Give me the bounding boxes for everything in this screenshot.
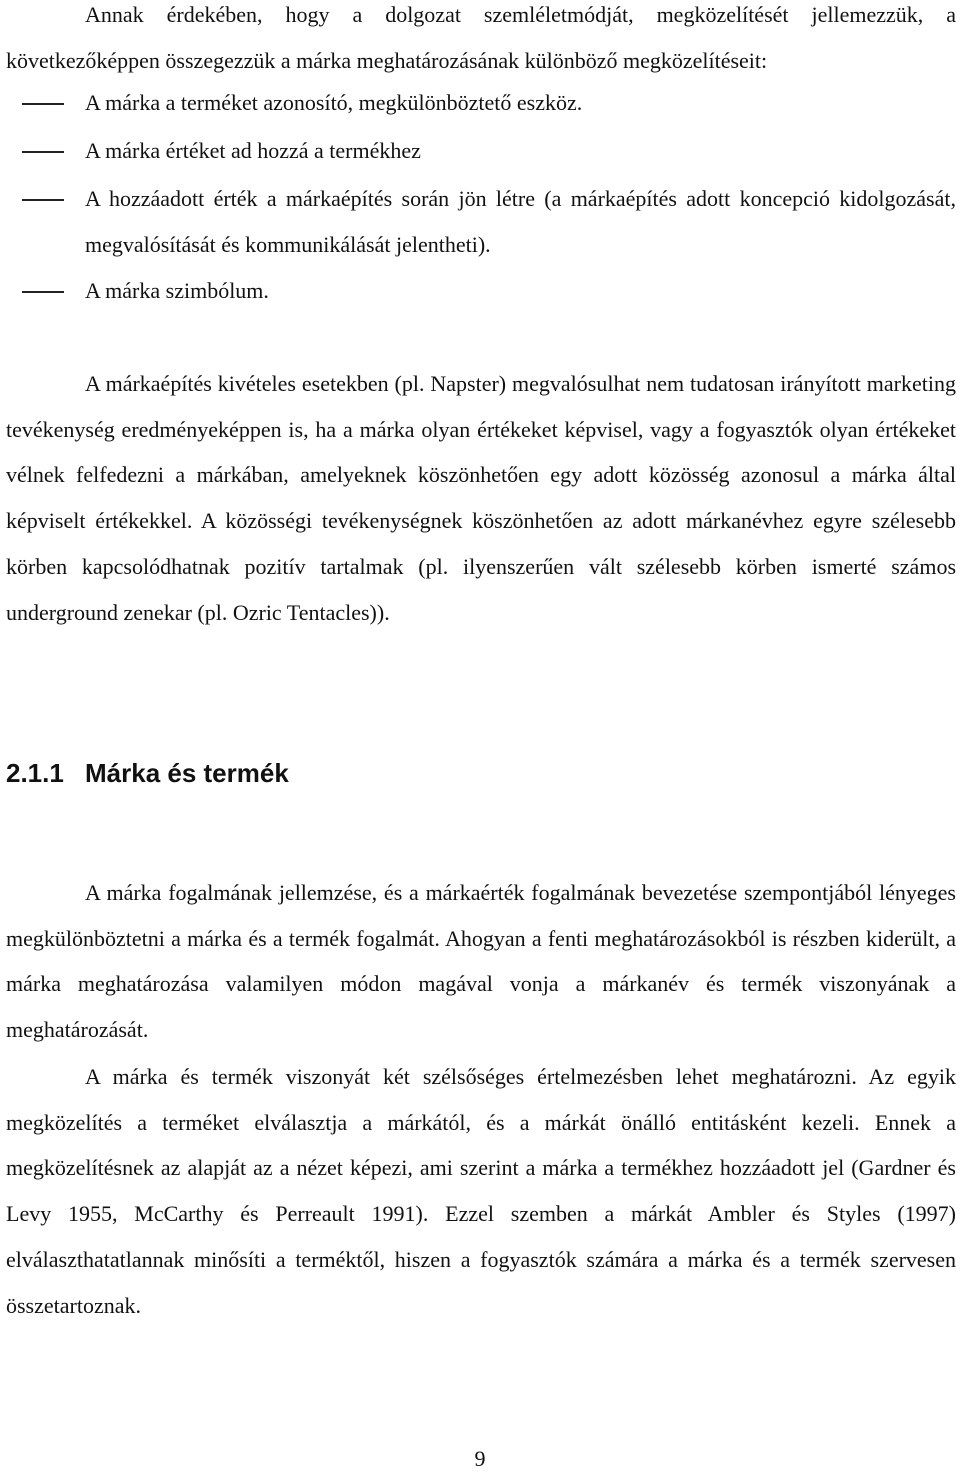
body-paragraph: A márka fogalmának jellemzése, és a márkaérték fogalmának bevezetése szempontjából lényeges megkülönböztetni a márka és a termék fogalmát. Ahogyan a fenti meghatározásokból is részben kiderült, a márka meghatározása valamilyen módon magával vonja a márkanév és termék viszonyának a meghatározását. <box>6 880 956 1043</box>
bullet-text: A márka értéket ad hozzá a termékhez <box>85 138 421 163</box>
dash-icon <box>22 103 64 105</box>
bullet-item <box>6 128 956 174</box>
section-heading <box>6 758 289 789</box>
dash-icon <box>22 291 64 293</box>
body-paragraph: A márkaépítés kivételes esetekben (pl. Napster) megvalósulhat nem tudatosan irányított marketing tevékenység eredményeképpen is, ha a márka olyan értékeket képvisel, vagy a fogyasztók olyan értékeket vélnek felfedezni a márkában, amelyeknek köszönhetően egy adott közösség azonosul a márka által képviselt értékekkel. A közösségi tevékenységnek köszönhetően az adott márkanévhez egyre szélesebb körben kapcsolódhatnak pozitív tartalmak (pl. ilyenszerűen vált szélesebb körben ismerté számos underground zenekar (pl. Ozric Tentacles)). <box>6 371 956 625</box>
section-number: 2.1.1 <box>6 758 64 788</box>
dash-icon <box>22 151 64 153</box>
section-title: Márka és termék <box>85 758 289 788</box>
bullet-item <box>6 268 956 314</box>
body-paragraph: A márka és termék viszonyát két szélsőséges értelmezésben lehet meghatározni. Az egyik megközelítés a terméket elválasztja a márkától, és a márkát önálló entitásként kezeli. Ennek a megközelítésnek az alapját az a nézet képezi, ami szerint a márka a termékhez hozzáadott jel (Gardner és Levy 1955, McCarthy és Perreault 1991). Ezzel szemben a márkát Ambler és Styles (1997) elválaszthatatlannak minősíti a terméktől, hiszen a fogyasztók számára a márka és a termék szervesen összetartoznak. <box>6 1064 956 1318</box>
bullet-item <box>6 176 956 267</box>
bullet-text: A márka a terméket azonosító, megkülönböztető eszköz. <box>85 90 583 115</box>
dash-icon <box>22 199 64 201</box>
bullet-text: A márka szimbólum. <box>85 278 269 303</box>
intro-paragraph: Annak érdekében, hogy a dolgozat szemléletmódját, megközelítését jellemezzük, a következőképpen összegezzük a márka meghatározásának különböző megközelítéseit: <box>6 2 956 73</box>
bullet-text: A hozzáadott érték a márkaépítés során jön létre (a márkaépítés adott koncepció kidolgozását, megvalósítását és kommunikálását jelentheti). <box>85 186 956 257</box>
page-number: 9 <box>474 1446 486 1471</box>
bullet-item <box>6 80 956 126</box>
